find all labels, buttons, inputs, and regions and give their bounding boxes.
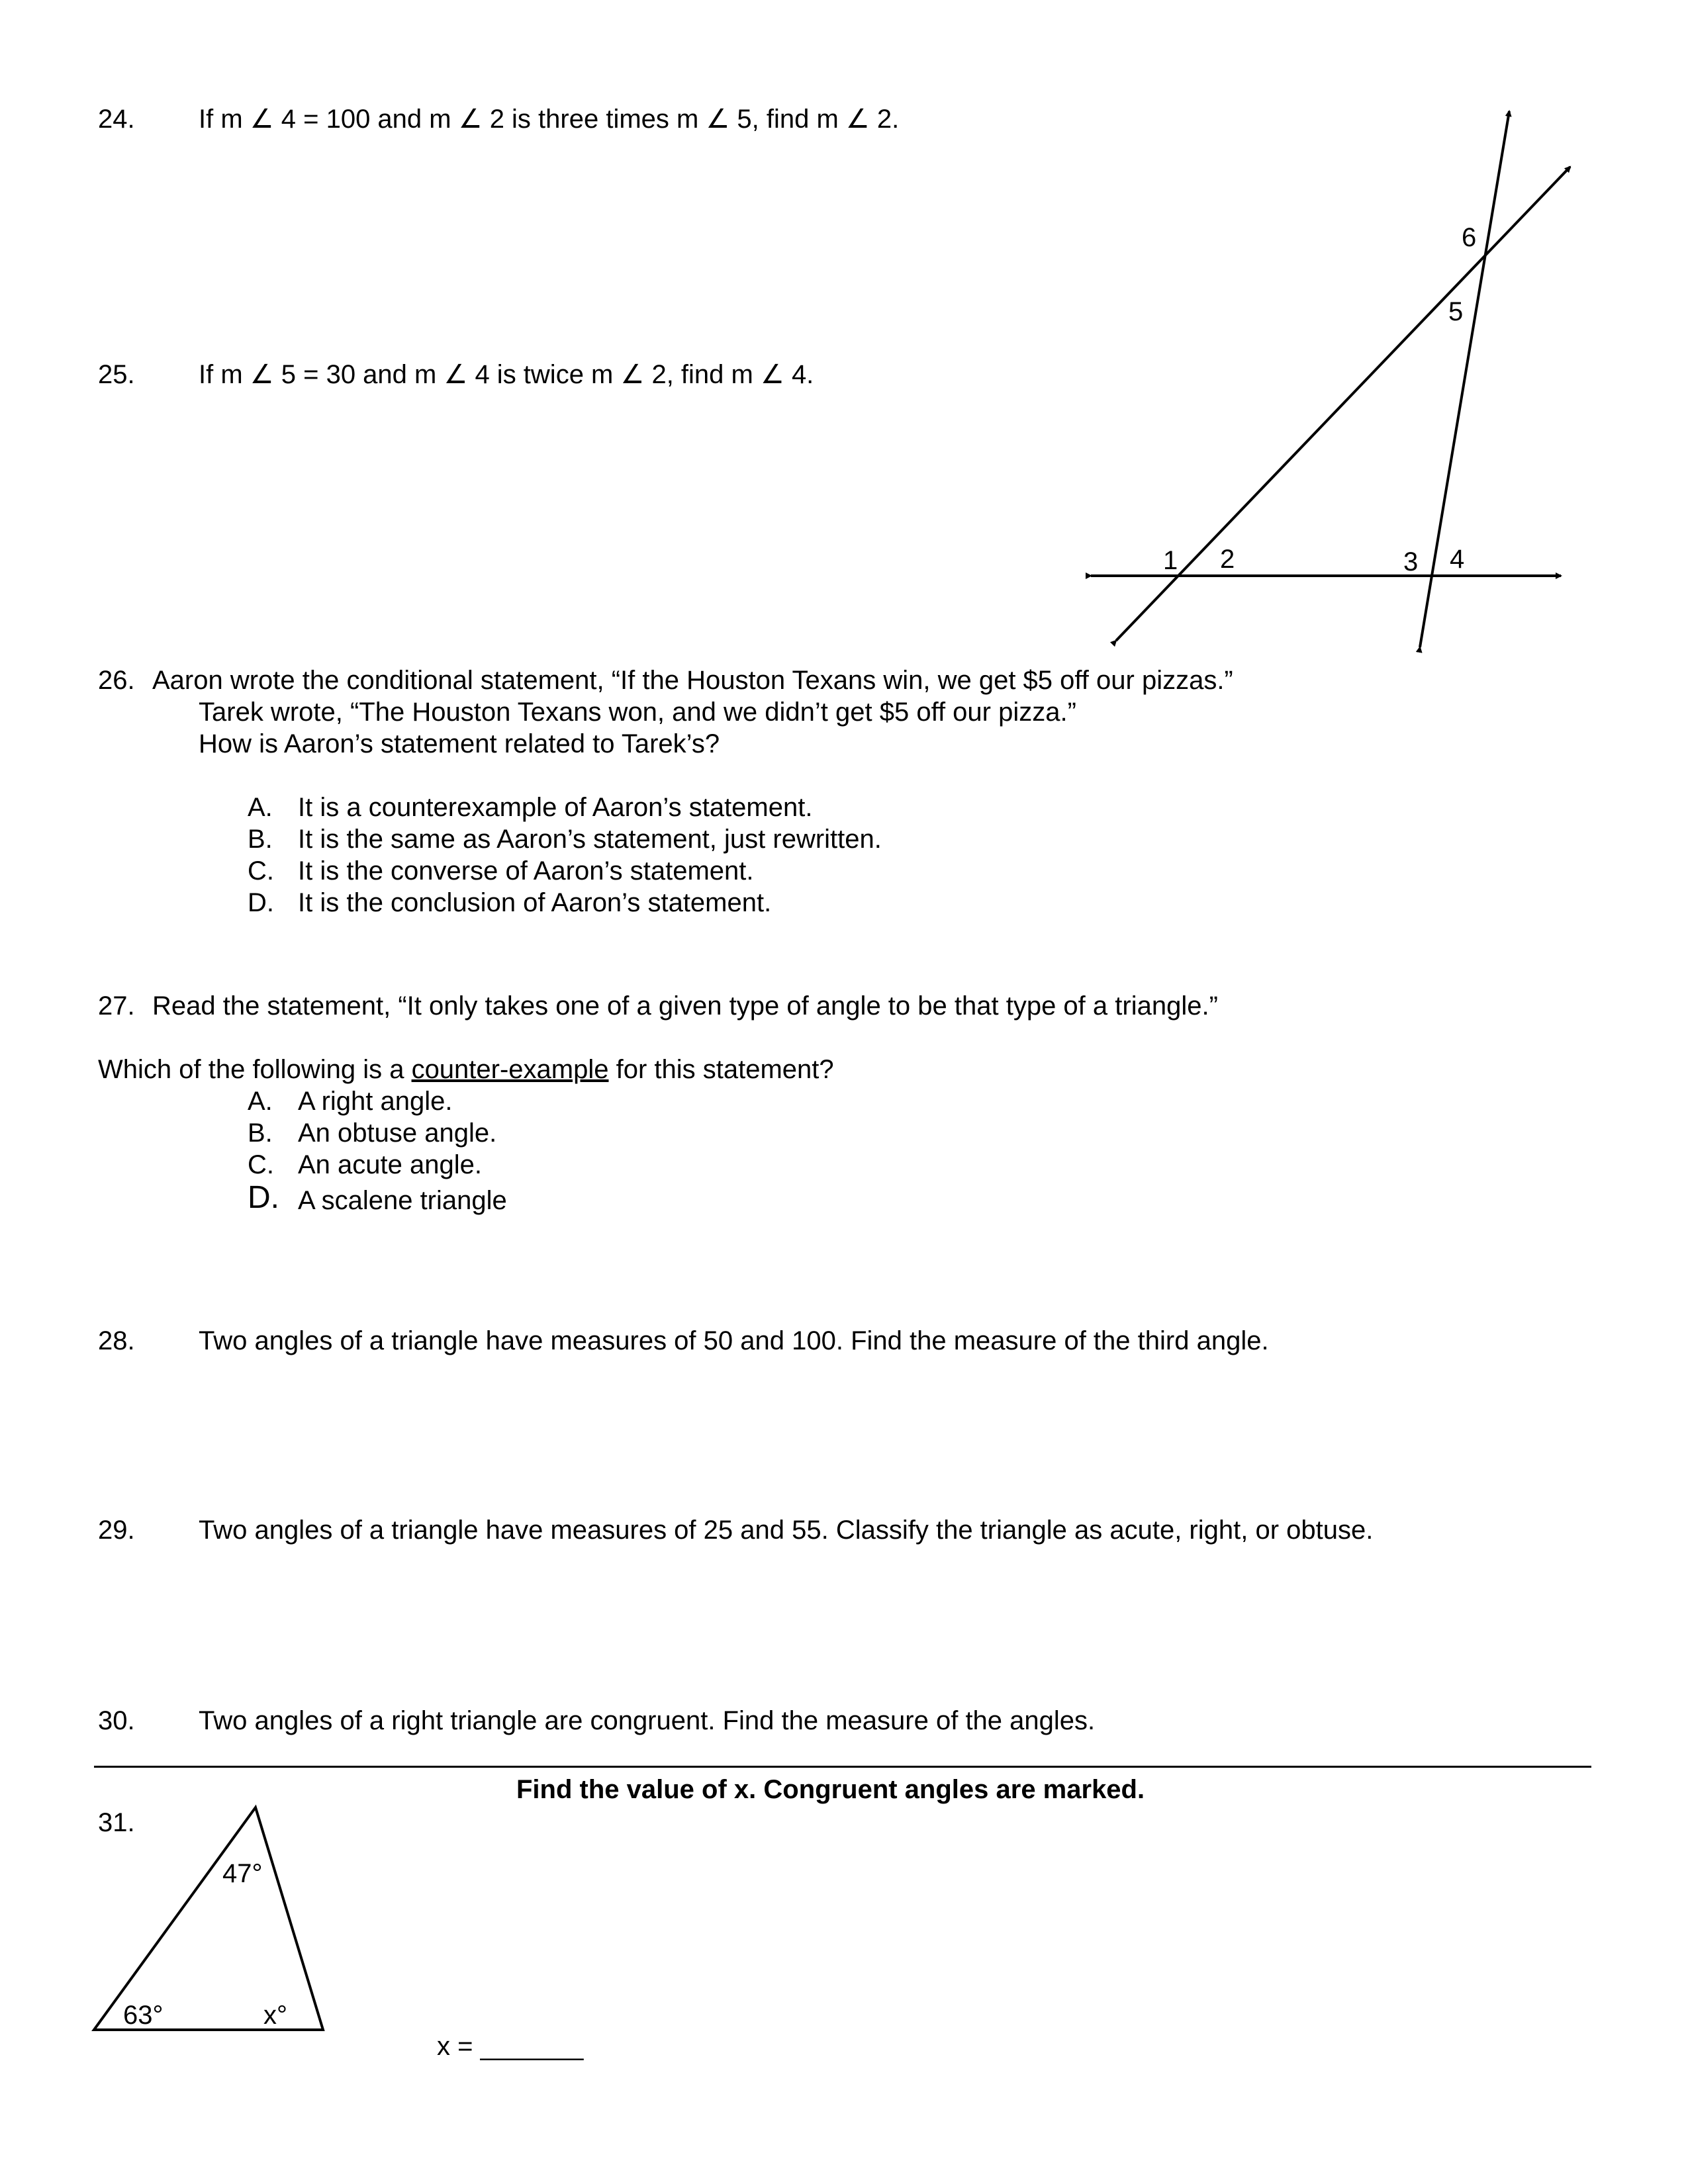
q31-number: 31.: [98, 1808, 135, 1837]
q27-option-c: An acute angle.: [298, 1150, 482, 1179]
q31-angle-left: 63°: [123, 2001, 164, 2030]
angle-label-3: 3: [1403, 547, 1419, 576]
q26-option-a-letter: A.: [248, 793, 273, 822]
q26-option-a: It is a counterexample of Aaron’s statement.: [298, 793, 813, 822]
angle-label-2: 2: [1220, 545, 1235, 574]
q27-prompt-pre: Which of the following is a: [98, 1055, 412, 1084]
q26-option-c-letter: C.: [248, 856, 274, 886]
q27-option-b-letter: B.: [248, 1118, 273, 1148]
q27-option-a-letter: A.: [248, 1087, 273, 1116]
q26-line1: Aaron wrote the conditional statement, “If the Houston Texans win, we get $5 off our pizzas.”: [152, 666, 1233, 695]
q25-number: 25.: [98, 360, 135, 389]
q24-number: 24.: [98, 105, 135, 134]
q31-angle-right: x°: [263, 2001, 287, 2030]
q27-prompt-underlined: counter-example: [411, 1055, 609, 1084]
q28-text: Two angles of a triangle have measures of 50 and 100. Find the measure of the third angle.: [199, 1326, 1269, 1355]
q31-angle-top: 47°: [222, 1859, 263, 1888]
q26-line3: How is Aaron’s statement related to Tarek’s?: [199, 729, 720, 758]
q27-line1: Read the statement, “It only takes one of a given type of angle to be that type of a triangle.”: [152, 991, 1218, 1021]
q24-text: If m ∠ 4 = 100 and m ∠ 2 is three times m ∠ 5, find m ∠ 2.: [199, 105, 900, 134]
q27-option-c-letter: C.: [248, 1150, 274, 1179]
angle-label-6: 6: [1462, 223, 1477, 252]
q27-option-b: An obtuse angle.: [298, 1118, 497, 1148]
q29-number: 29.: [98, 1516, 135, 1545]
q30-number: 30.: [98, 1706, 135, 1735]
q27-prompt-post: for this statement?: [608, 1055, 834, 1084]
q27-option-d-letter: D.: [248, 1180, 279, 1215]
q26-option-d: It is the conclusion of Aaron’s statement.: [298, 888, 772, 917]
q28-number: 28.: [98, 1326, 135, 1355]
q26-option-d-letter: D.: [248, 888, 274, 917]
q31-answer-blank[interactable]: x = _______: [437, 2032, 584, 2061]
q29-text: Two angles of a triangle have measures of 25 and 55. Classify the triangle as acute, right, or obtuse.: [199, 1516, 1374, 1545]
q27-option-a: A right angle.: [298, 1087, 453, 1116]
angle-label-1: 1: [1163, 546, 1178, 575]
angle-label-5: 5: [1448, 297, 1464, 326]
q27-option-d: A scalene triangle: [298, 1186, 507, 1215]
q26-number: 26.: [98, 666, 135, 695]
q26-option-c: It is the converse of Aaron’s statement.: [298, 856, 754, 886]
q26-option-b: It is the same as Aaron’s statement, just rewritten.: [298, 825, 882, 854]
q26-line2: Tarek wrote, “The Houston Texans won, and we didn’t get $5 off our pizza.”: [199, 698, 1076, 727]
angle-label-4: 4: [1450, 545, 1465, 574]
q27-number: 27.: [98, 991, 135, 1021]
q26-option-b-letter: B.: [248, 825, 273, 854]
q25-text: If m ∠ 5 = 30 and m ∠ 4 is twice m ∠ 2, find m ∠ 4.: [199, 360, 814, 389]
section-heading: Find the value of x. Congruent angles are marked.: [516, 1775, 1145, 1804]
q30-text: Two angles of a right triangle are congruent. Find the measure of the angles.: [199, 1706, 1096, 1735]
